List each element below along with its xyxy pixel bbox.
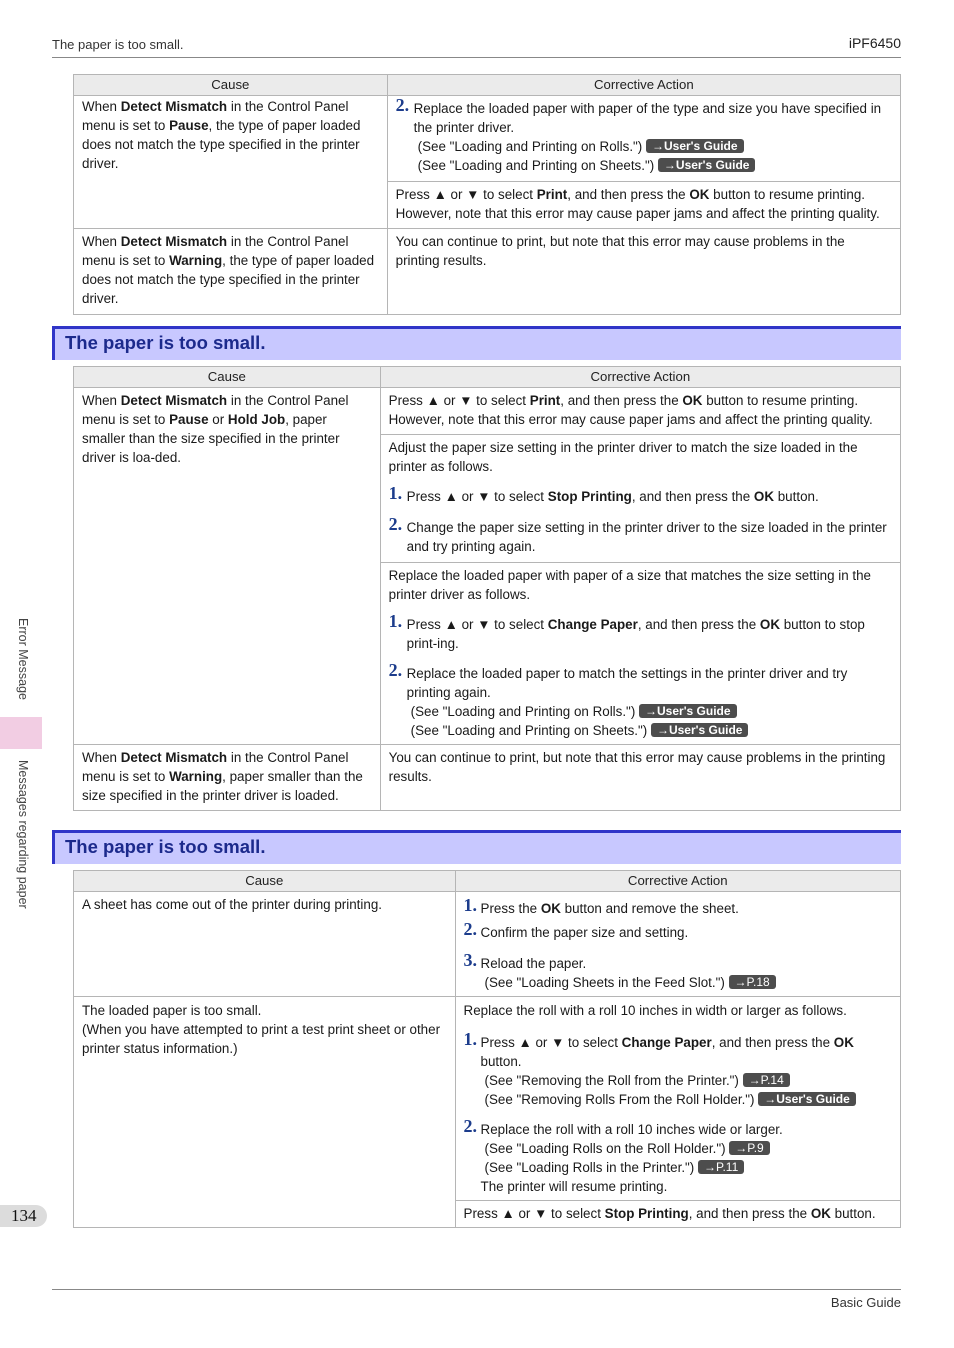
column-header-cause: Cause	[74, 367, 381, 388]
step-item: 1. Press the OK button and remove the sheet.	[463, 895, 739, 916]
table-row	[74, 388, 901, 435]
see-reference: (See "Loading Rolls on the Roll Holder.") →P.9	[481, 1139, 892, 1158]
step-number: 2.	[388, 514, 403, 534]
action-cell: Press ▲ or ▼ to select Stop Printing, and then press the OK button.	[455, 1201, 900, 1228]
table-header-row	[74, 75, 901, 96]
step-item: 1. Press ▲ or ▼ to select Stop Printing, and then press the OK button.	[388, 483, 819, 504]
section-heading	[52, 326, 901, 360]
step-item: 2. Change the paper size setting in the printer driver to the size loaded in the printer and try printing again.	[388, 514, 887, 554]
paper-size-table	[73, 366, 901, 811]
action-cell	[455, 892, 900, 997]
section-title: The paper is too small.	[65, 332, 266, 353]
page-link[interactable]: →P.14	[743, 1073, 790, 1087]
cause-cell: When Detect Mismatch in the Control Panel menu is set to Warning, the type of paper loaded does not match the type specified in the printer driver.	[74, 229, 388, 315]
side-tab-error-message: Error Message	[16, 618, 30, 700]
step-item: 3. Reload the paper. (See "Loading Sheets in the Feed Slot.") →P.18	[464, 954, 892, 992]
see-reference: (See "Loading and Printing on Rolls.") →User's Guide	[407, 702, 892, 721]
header-rule	[52, 57, 901, 58]
users-guide-link[interactable]: →User's Guide	[646, 139, 744, 153]
see-reference: (See "Removing the Roll from the Printer.") →P.14	[481, 1071, 892, 1090]
cause-cell: When Detect Mismatch in the Control Panel menu is set to Warning, paper smaller than the size specified in the printer driver is loaded.	[74, 745, 381, 811]
users-guide-link[interactable]: →User's Guide	[651, 723, 749, 737]
see-reference: (See "Loading and Printing on Sheets.") →User's Guide	[407, 721, 892, 740]
side-tab-marker	[0, 717, 42, 749]
action-cell: Replace the loaded paper with paper of a size that matches the size setting in the printer driver as follows. 1. Press ▲ or ▼ to select Change Paper, and then press the OK button to stop print-ing. 2. Replace the loaded paper to match the settings in the printer driver and try printing again. (See "Loading and Printing on Rolls.") →User's Guide (See "Loading and Printing on Sheets.") →User's Guide	[380, 563, 900, 745]
mismatch-type-table	[73, 74, 901, 315]
step-item: 2. Replace the roll with a roll 10 inches wide or larger. (See "Loading Rolls on the Roll Holder.") →P.9 (See "Loading Rolls in the Printer.") →P.11 The printer will resume printing.	[464, 1120, 892, 1196]
sheet-out-table	[73, 870, 901, 1228]
table-row	[74, 229, 901, 315]
cause-cell: The loaded paper is too small. (When you have attempted to print a test print sheet or other printer status information.)	[74, 997, 456, 1228]
guide-name: Basic Guide	[830, 1295, 901, 1310]
section-title: The paper is too small.	[65, 836, 266, 857]
step-number: 1.	[388, 483, 403, 503]
page-link[interactable]: →P.18	[729, 975, 776, 989]
table-header-row	[74, 367, 901, 388]
see-reference: (See "Removing Rolls From the Roll Holder.") →User's Guide	[481, 1090, 892, 1109]
section-heading	[52, 830, 901, 864]
see-reference: (See "Loading and Printing on Sheets.") →User's Guide	[414, 156, 892, 175]
step-number: 2.	[463, 919, 478, 939]
see-reference: (See "Loading Sheets in the Feed Slot.") →P.18	[481, 973, 892, 992]
table-row	[74, 997, 901, 1201]
step-item: 1. Press ▲ or ▼ to select Change Paper, and then press the OK button to stop print-ing.	[388, 611, 865, 651]
step-number: 2.	[388, 660, 403, 680]
action-cell: Adjust the paper size setting in the printer driver to match the size loaded in the printer as follows. 1. Press ▲ or ▼ to select Stop Printing, and then press the OK button. 2. Change the paper size setting in the printer driver to the size loaded in the printer and try printing again.	[380, 435, 900, 563]
table-row	[74, 745, 901, 811]
action-cell: You can continue to print, but note that this error may cause problems in the printing results.	[387, 229, 900, 315]
step-number: 1.	[388, 611, 403, 631]
table-header-row	[74, 871, 901, 892]
step-item: 1. Press ▲ or ▼ to select Change Paper, and then press the OK button. (See "Removing the Roll from the Printer.") →P.14 (See "Removing Rolls From the Roll Holder.") →User's Guide	[464, 1033, 892, 1109]
cause-cell: A sheet has come out of the printer during printing.	[74, 892, 456, 997]
action-cell	[387, 96, 900, 182]
action-cell: Replace the roll with a roll 10 inches in width or larger as follows. 1. Press ▲ or ▼ to select Change Paper, and then press the OK button. (See "Removing the Roll from the Printer.") →P.14 (See "Removing Rolls From the Roll Holder.") →User's Guide 2. Replace the roll with a roll 10 inches wide or larger. (See "Loading Rolls on the Roll Holder.") →P.9 (See "Loading Rolls in the Printer.") →P.11 The printer will resume printing.	[455, 997, 900, 1201]
step-item: 2. Replace the loaded paper with paper of the type and size you have specified in the printer driver. (See "Loading and Printing on Rolls.") →User's Guide (See "Loading and Printing on Sheets.") →User's Guide	[396, 99, 892, 175]
cause-cell: When Detect Mismatch in the Control Panel menu is set to Pause, the type of paper loaded does not match the type specified in the printer driver.	[74, 96, 388, 229]
page-link[interactable]: →P.9	[729, 1141, 769, 1155]
table-row	[74, 892, 901, 997]
column-header-action: Corrective Action	[455, 871, 900, 892]
action-cell: Press ▲ or ▼ to select Print, and then press the OK button to resume printing. However, note that this error may cause paper jams and affect the printing quality.	[380, 388, 900, 435]
step-number: 2.	[463, 1116, 478, 1136]
cause-cell: When Detect Mismatch in the Control Panel menu is set to Pause or Hold Job, paper smaller than the size specified in the printer driver is loa-ded.	[74, 388, 381, 745]
step-number: 1.	[463, 895, 478, 915]
column-header-action: Corrective Action	[387, 75, 900, 96]
see-reference: (See "Loading Rolls in the Printer.") →P.11	[481, 1158, 892, 1177]
step-number: 2.	[395, 95, 410, 115]
see-reference: (See "Loading and Printing on Rolls.") →User's Guide	[414, 137, 892, 156]
page-number: 134	[0, 1205, 47, 1227]
column-header-cause: Cause	[74, 75, 388, 96]
users-guide-link[interactable]: →User's Guide	[758, 1092, 856, 1106]
step-number: 3.	[463, 950, 478, 970]
side-tab-paper-messages: Messages regarding paper	[16, 760, 30, 909]
table-row	[74, 96, 901, 182]
column-header-cause: Cause	[74, 871, 456, 892]
action-cell: You can continue to print, but note that this error may cause problems in the printing results.	[380, 745, 900, 811]
column-header-action: Corrective Action	[380, 367, 900, 388]
page-link[interactable]: →P.11	[698, 1160, 744, 1174]
printer-model: iPF6450	[848, 35, 901, 51]
users-guide-link[interactable]: →User's Guide	[658, 158, 756, 172]
action-cell: Press ▲ or ▼ to select Print, and then press the OK button to resume printing. However, note that this error may cause paper jams and affect the printing quality.	[387, 182, 900, 229]
running-header-title: The paper is too small.	[52, 37, 184, 52]
step-number: 1.	[463, 1029, 478, 1049]
step-item: 2. Replace the loaded paper to match the settings in the printer driver and try printing again. (See "Loading and Printing on Rolls.") →User's Guide (See "Loading and Printing on Sheets.") →User's Guide	[389, 664, 892, 740]
footer-rule	[52, 1289, 901, 1290]
users-guide-link[interactable]: →User's Guide	[639, 704, 737, 718]
step-item: 2. Confirm the paper size and setting.	[463, 919, 689, 940]
